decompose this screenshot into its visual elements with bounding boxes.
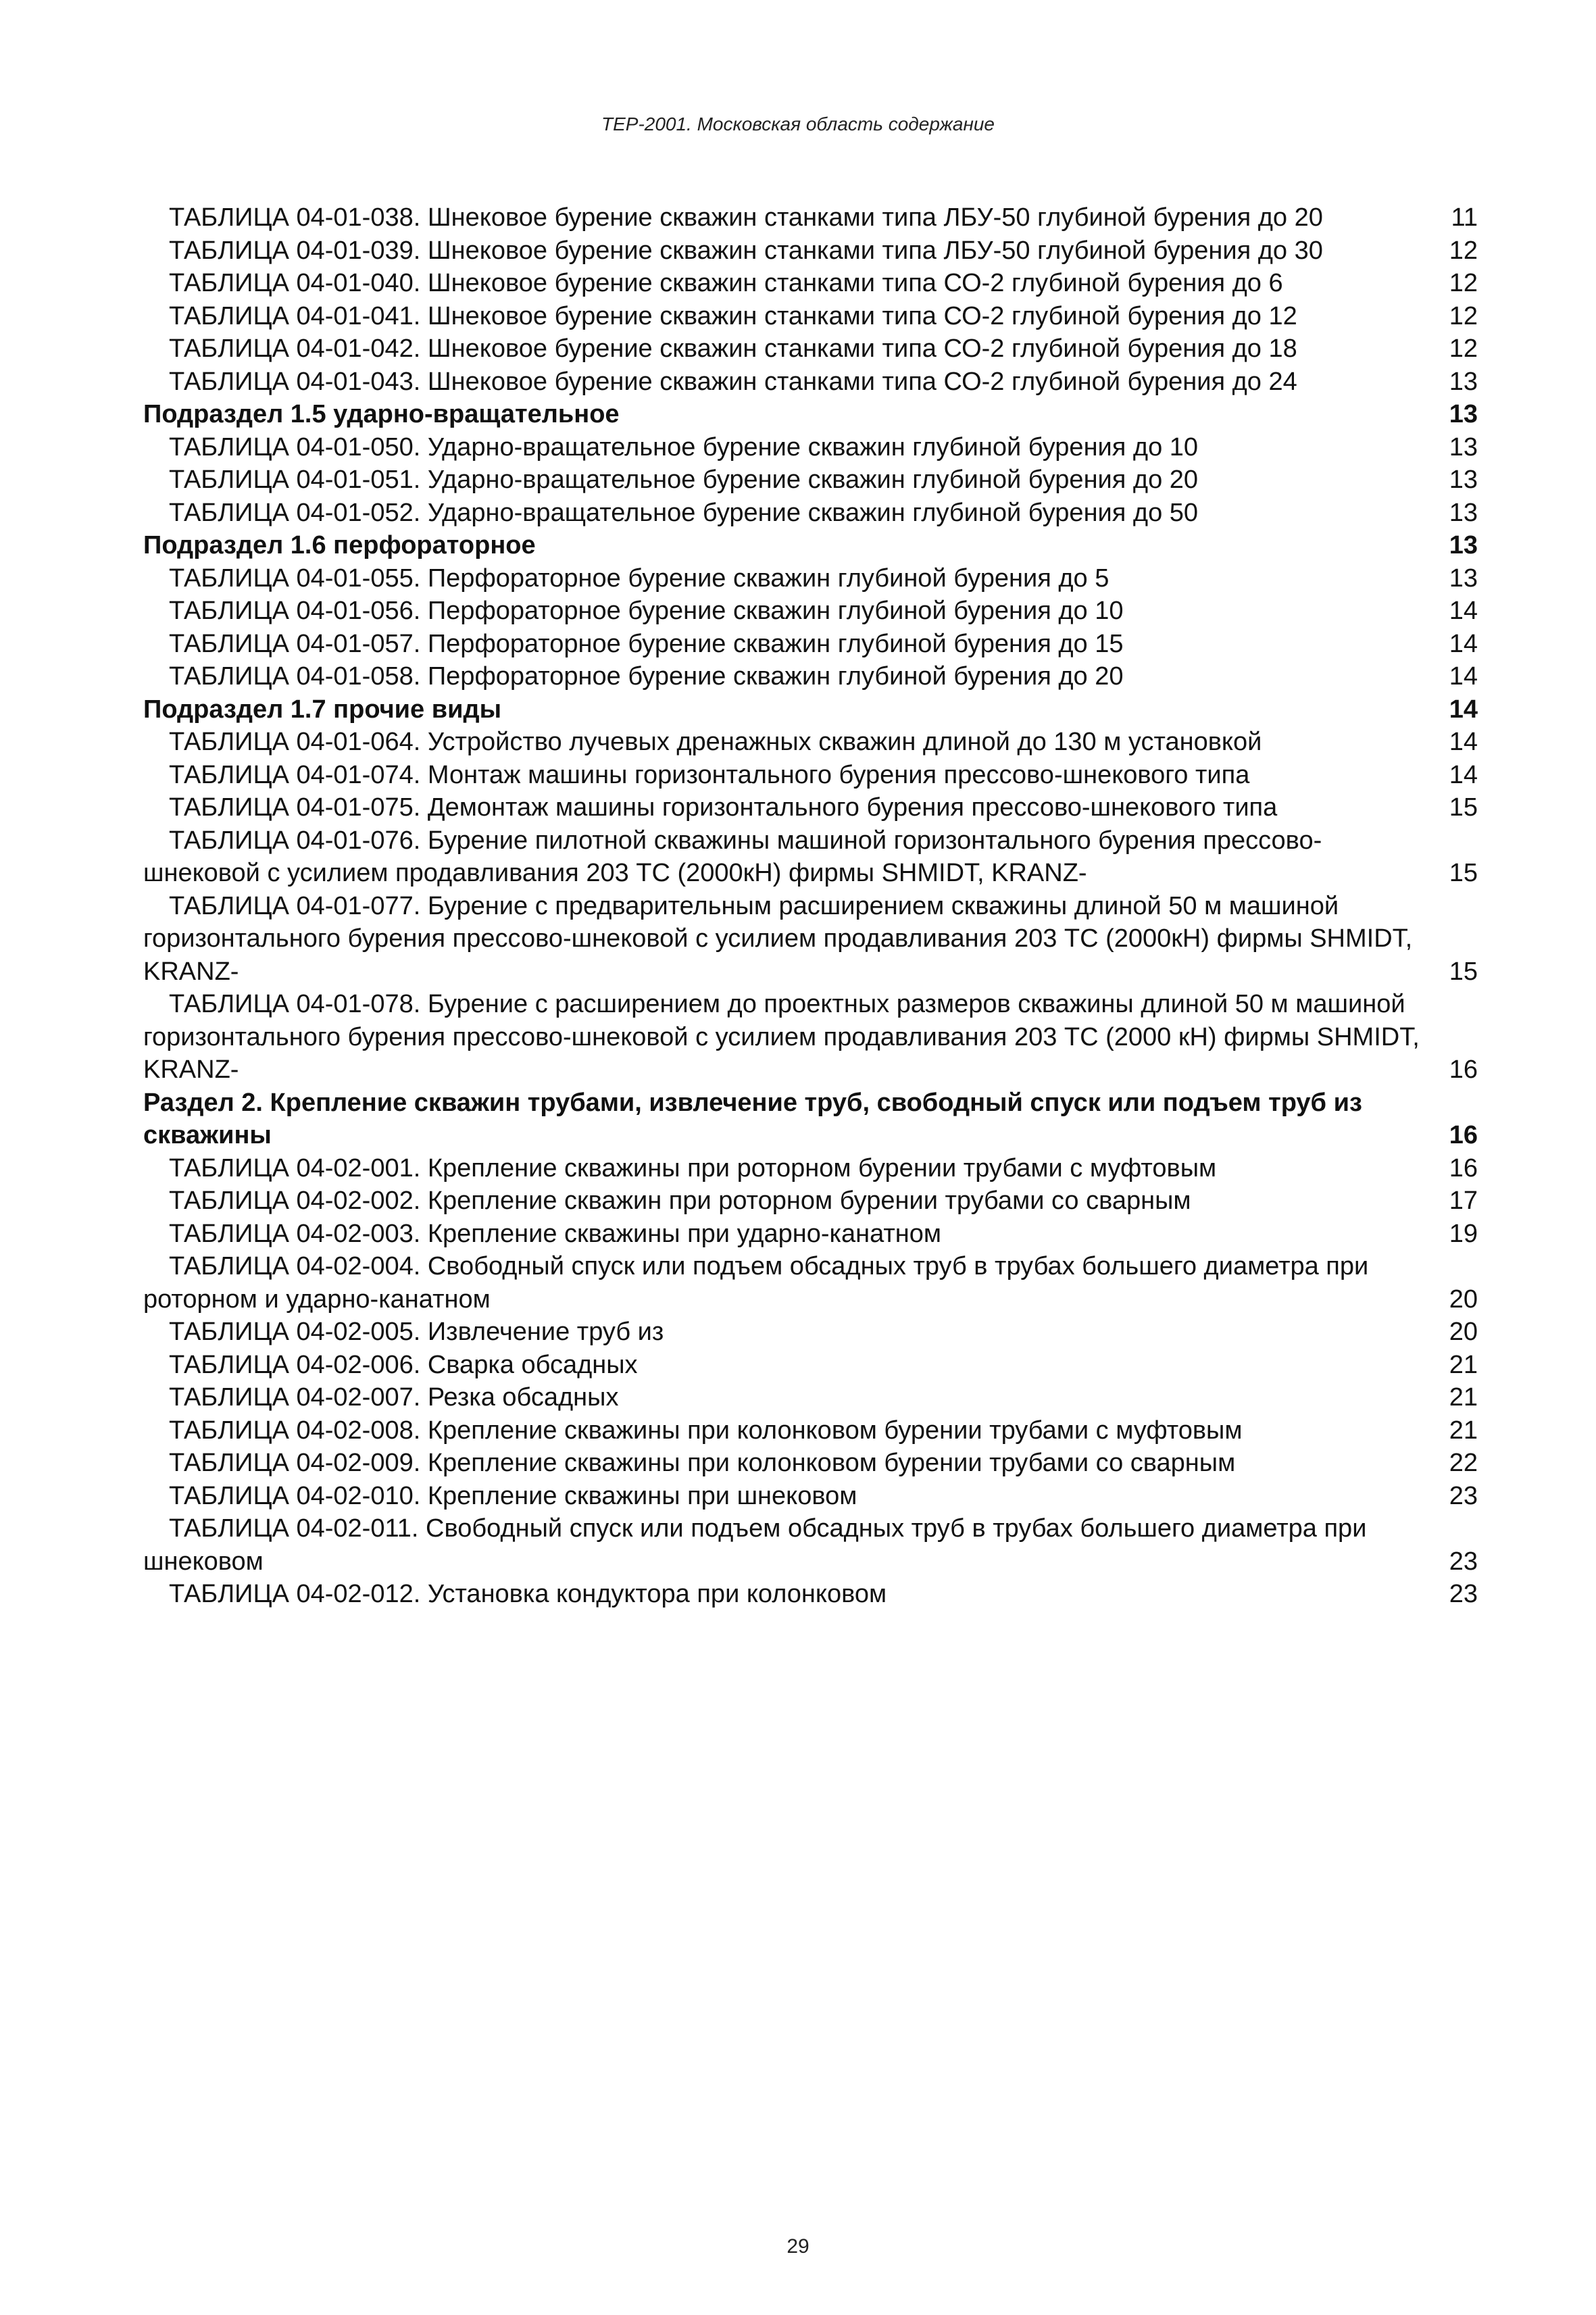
toc-entry-page: 13 [1449,531,1478,559]
toc-table-entry[interactable] [143,1185,1478,1218]
toc-entry-page: 19 [1449,1219,1478,1248]
toc-entry-title: ТАБЛИЦА 04-01-078. Бурение с расширением до проектных размеров скважины длиной 50 м машиной горизонтального бурения прессово-шнековой с усилием продавливания 203 ТС (2000 кН) фирмы SHMIDT, KRANZ- . . . [143,990,1420,1087]
toc-table-entry[interactable] [143,497,1478,530]
toc-entry-page: 17 [1449,1187,1478,1215]
toc-entry-page: 21 [1449,1383,1478,1412]
toc-entry-page: 21 [1449,1350,1478,1379]
toc-table-entry[interactable] [143,1578,1478,1611]
toc-entry-page: 23 [1449,1547,1478,1576]
toc-entry-page: 14 [1449,597,1478,625]
toc-entry-page: 13 [1449,466,1478,494]
toc-section-entry[interactable] [143,398,1478,431]
toc-entry-title: Подраздел 1.6 перфораторное . . . [143,531,1420,562]
toc-entry-page: 15 [1449,859,1478,887]
toc-entry-title: Подраздел 1.7 прочие виды . . . [143,695,1420,726]
toc-entry-page: 20 [1449,1318,1478,1346]
toc-entry-title: ТАБЛИЦА 04-01-050. Ударно-вращательное бурение скважин глубиной бурения до 10 . . . [143,433,1420,464]
toc-entry-title: ТАБЛИЦА 04-01-058. Перфораторное бурение скважин глубиной бурения до 20 . . . [143,662,1420,693]
toc-entry-page: 16 [1449,1153,1478,1183]
toc-entry-page: 20 [1449,1285,1478,1314]
toc-entry-title: ТАБЛИЦА 04-02-011. Свободный спуск или подъем обсадных труб в трубах большего диаметра при шнековом . . . [143,1514,1420,1578]
toc-entry-page: 14 [1449,695,1478,724]
toc-entry-page: 23 [1449,1580,1478,1608]
toc-entry-page: 12 [1449,334,1478,363]
toc-entry-title: ТАБЛИЦА 04-02-005. Извлечение труб из . . . [143,1318,1420,1349]
toc-entry-title: ТАБЛИЦА 04-01-038. Шнековое бурение скважин станками типа ЛБУ-50 глубиной бурения до 20 . . . [143,203,1420,234]
toc-entry-page: 13 [1449,432,1478,462]
toc-table-entry[interactable] [143,332,1478,366]
page-header: ТЕР-2001. Московская область содержание [601,114,995,134]
toc-entry-title: Подраздел 1.5 ударно-вращательное . . . [143,400,1420,431]
toc-entry-title: ТАБЛИЦА 04-01-043. Шнековое бурение скважин станками типа СО-2 глубиной бурения до 24 . . . [143,368,1420,399]
toc-table-entry[interactable] [143,1480,1478,1513]
toc-table-entry[interactable] [143,1218,1478,1251]
toc-entry-page: 14 [1449,662,1478,691]
toc-table-entry[interactable] [143,726,1478,759]
toc-entry-title: ТАБЛИЦА 04-02-010. Крепление скважины при шнековом . . . [143,1482,1420,1513]
toc-table-entry[interactable] [143,464,1478,497]
toc-entry-page: 23 [1449,1481,1478,1510]
toc-section-entry[interactable] [143,693,1478,726]
toc-entry-page: 14 [1449,760,1478,789]
toc-entry-title: ТАБЛИЦА 04-01-041. Шнековое бурение скважин станками типа СО-2 глубиной бурения до 12 . . . [143,302,1420,333]
toc-table-entry[interactable] [143,300,1478,333]
toc-table-entry[interactable] [143,267,1478,300]
toc-entry-title: ТАБЛИЦА 04-02-007. Резка обсадных . . . [143,1383,1420,1414]
toc-entry-title: ТАБЛИЦА 04-02-009. Крепление скважины при колонковом бурении трубами со сварным . . . [143,1449,1420,1480]
toc-entry-title: Раздел 2. Крепление скважин трубами, извлечение труб, свободный спуск или подъем труб из скважины . . . [143,1089,1420,1152]
toc-entry-page: 14 [1449,728,1478,756]
page-number: 29 [787,2235,809,2258]
toc-entry-page: 15 [1449,957,1478,986]
toc-entry-title: ТАБЛИЦА 04-01-051. Ударно-вращательное бурение скважин глубиной бурения до 20 . . . [143,466,1420,497]
toc-entry-title: ТАБЛИЦА 04-01-077. Бурение с предварительным расширением скважины длиной 50 м машиной горизонтального бурения прессово-шнековой с усилием продавливания 203 ТС (2000кН) фирмы SHMIDT, KRANZ- . . . [143,892,1420,989]
toc-entry-title: ТАБЛИЦА 04-01-057. Перфораторное бурение скважин глубиной бурения до 15 . . . [143,630,1420,661]
toc-entry-title: ТАБЛИЦА 04-01-052. Ударно-вращательное бурение скважин глубиной бурения до 50 . . . [143,499,1420,530]
toc-entry-page: 13 [1449,564,1478,593]
toc-table-entry[interactable] [143,1381,1478,1414]
toc-entry-page: 16 [1449,1121,1478,1149]
toc-table-entry[interactable] [143,1512,1478,1578]
toc-entry-title: ТАБЛИЦА 04-01-075. Демонтаж машины горизонтального бурения прессово-шнекового типа . . . [143,793,1420,824]
toc-entry-page: 13 [1449,367,1478,396]
toc-table-entry[interactable] [143,1250,1478,1316]
toc-table-entry[interactable] [143,562,1478,595]
toc-table-entry[interactable] [143,1414,1478,1447]
toc-entry-page: 11 [1451,203,1478,232]
toc-entry-title: ТАБЛИЦА 04-01-074. Монтаж машины горизонтального бурения прессово-шнекового типа . . . [143,761,1420,792]
toc-table-entry[interactable] [143,660,1478,693]
toc-entry-page: 16 [1449,1055,1478,1084]
toc-table-entry[interactable] [143,595,1478,628]
toc-entry-title: ТАБЛИЦА 04-01-042. Шнековое бурение скважин станками типа СО-2 глубиной бурения до 18 . . . [143,334,1420,366]
toc-table-entry[interactable] [143,1349,1478,1382]
toc-entry-page: 15 [1449,793,1478,822]
toc-section-entry[interactable] [143,529,1478,562]
toc-entry-title: ТАБЛИЦА 04-02-004. Свободный спуск или подъем обсадных труб в трубах большего диаметра при роторном и ударно-канатном . . . [143,1252,1420,1316]
toc-table-entry[interactable] [143,431,1478,464]
toc-entry-title: ТАБЛИЦА 04-02-002. Крепление скважин при роторном бурении трубами со сварным . . . [143,1187,1420,1218]
toc-table-entry[interactable] [143,234,1478,268]
toc-table-entry[interactable] [143,366,1478,399]
table-of-contents [143,201,1478,1611]
toc-entry-page: 13 [1449,498,1478,527]
toc-entry-title: ТАБЛИЦА 04-02-006. Сварка обсадных . . . [143,1351,1420,1382]
toc-entry-title: ТАБЛИЦА 04-01-076. Бурение пилотной скважины машиной горизонтального бурения прессово-шнековой с усилием продавливания 203 ТС (2000кН) фирмы SHMIDT, KRANZ- . . . [143,826,1420,890]
toc-entry-page: 12 [1449,301,1478,330]
toc-entry-title: ТАБЛИЦА 04-02-003. Крепление скважины при ударно-канатном . . . [143,1220,1420,1251]
toc-entry-title: ТАБЛИЦА 04-01-056. Перфораторное бурение скважин глубиной бурения до 10 . . . [143,597,1420,628]
toc-entry-title: ТАБЛИЦА 04-02-012. Установка кондуктора при колонковом . . . [143,1580,1420,1611]
toc-table-entry[interactable] [143,201,1478,234]
toc-table-entry[interactable] [143,1447,1478,1480]
toc-entry-page: 21 [1449,1416,1478,1445]
toc-entry-page: 13 [1449,400,1478,428]
toc-entry-page: 22 [1449,1449,1478,1477]
toc-section-entry[interactable] [143,1087,1478,1152]
toc-entry-title: ТАБЛИЦА 04-02-001. Крепление скважины при роторном бурении трубами с муфтовым . . . [143,1154,1420,1185]
toc-table-entry[interactable] [143,628,1478,661]
toc-table-entry[interactable] [143,791,1478,824]
toc-table-entry[interactable] [143,824,1478,890]
toc-table-entry[interactable] [143,1316,1478,1349]
toc-entry-title: ТАБЛИЦА 04-01-039. Шнековое бурение скважин станками типа ЛБУ-50 глубиной бурения до 30 . . . [143,237,1420,268]
toc-entry-title: ТАБЛИЦА 04-02-008. Крепление скважины при колонковом бурении трубами с муфтовым . . . [143,1416,1420,1447]
toc-entry-page: 14 [1449,629,1478,658]
toc-table-entry[interactable] [143,988,1478,1087]
toc-table-entry[interactable] [143,759,1478,792]
toc-table-entry[interactable] [143,1152,1478,1185]
toc-entry-title: ТАБЛИЦА 04-01-040. Шнековое бурение скважин станками типа СО-2 глубиной бурения до 6 . . . [143,269,1420,300]
toc-entry-title: ТАБЛИЦА 04-01-064. Устройство лучевых дренажных скважин длиной до 130 м установкой . . . [143,728,1420,759]
toc-table-entry[interactable] [143,890,1478,989]
toc-entry-title: ТАБЛИЦА 04-01-055. Перфораторное бурение скважин глубиной бурения до 5 . . . [143,564,1420,595]
toc-entry-page: 12 [1449,269,1478,297]
toc-entry-page: 12 [1449,236,1478,265]
